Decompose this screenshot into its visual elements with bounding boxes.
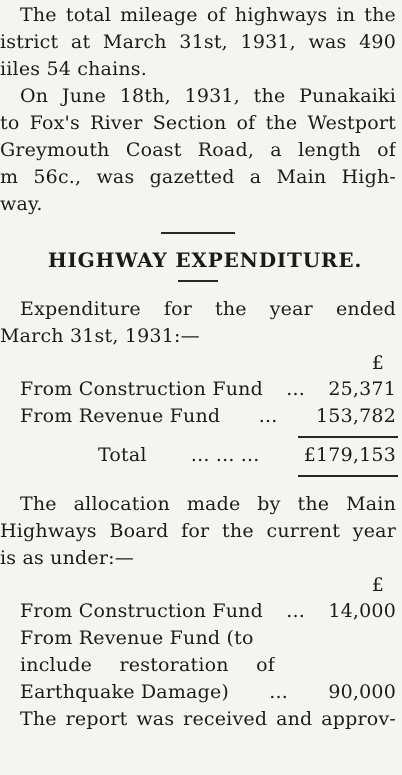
row-leader: ... [286, 600, 305, 622]
total-label: Total [98, 444, 147, 466]
row-amount: 90,000 [328, 681, 396, 703]
section-heading: HIGHWAY EXPENDITURE. [47, 248, 363, 272]
row-leader: ... [258, 405, 278, 427]
intro-line: iiles 54 chains. [0, 58, 147, 80]
row-amount: 153,782 [316, 405, 396, 427]
gazette-line: to Fox's River Section of the Westport [0, 112, 396, 134]
expenditure-row [0, 376, 396, 403]
expenditure-line: March 31st, 1931:— [0, 325, 200, 347]
gazette-line: Greymouth Coast Road, a length of [0, 139, 396, 161]
intro-line: The total mileage of highways in the [20, 4, 396, 26]
allocation-row [0, 598, 396, 625]
gazette-line: way. [0, 193, 43, 215]
total-amount: £179,153 [303, 444, 396, 466]
allocation-line: Highways Board for the current year [0, 520, 396, 542]
row-amount: 25,371 [328, 378, 396, 400]
allocation-line: The allocation made by the Main [20, 493, 396, 515]
currency-header: £ [371, 574, 384, 596]
allocation-paragraph [0, 491, 396, 572]
gazette-paragraph [0, 83, 396, 218]
gazette-line: On June 18th, 1931, the Punakaiki [20, 85, 396, 107]
closing-line: The report was received and approv- [20, 708, 396, 730]
allocation-line: From Revenue Fund (to [20, 627, 254, 649]
section-divider [161, 232, 235, 234]
allocation-line: include restoration of [20, 654, 275, 676]
row-label: From Construction Fund [20, 378, 263, 400]
row-leader: ... [269, 681, 289, 703]
row-label: From Revenue Fund [20, 405, 221, 427]
allocation-line: is as under:— [0, 547, 134, 569]
expenditure-paragraph [0, 296, 396, 350]
intro-paragraph [0, 2, 396, 83]
gazette-line: m 56c., was gazetted a Main High- [0, 166, 396, 188]
total-rule [298, 436, 398, 438]
heading-underline [178, 280, 218, 282]
expenditure-line: Expenditure for the year ended [20, 298, 396, 320]
total-row [0, 442, 396, 469]
row-leader: ... [286, 378, 305, 400]
currency-header: £ [371, 352, 384, 374]
row-amount: 14,000 [328, 600, 396, 622]
total-leader: ... ... ... [190, 444, 260, 466]
row-label: Earthquake Damage) [20, 681, 230, 703]
closing-paragraph [0, 706, 396, 733]
intro-line: istrict at March 31st, 1931, was 490 [0, 31, 396, 53]
row-label: From Construction Fund [20, 600, 263, 622]
expenditure-row [0, 403, 396, 430]
allocation-row [0, 679, 396, 706]
